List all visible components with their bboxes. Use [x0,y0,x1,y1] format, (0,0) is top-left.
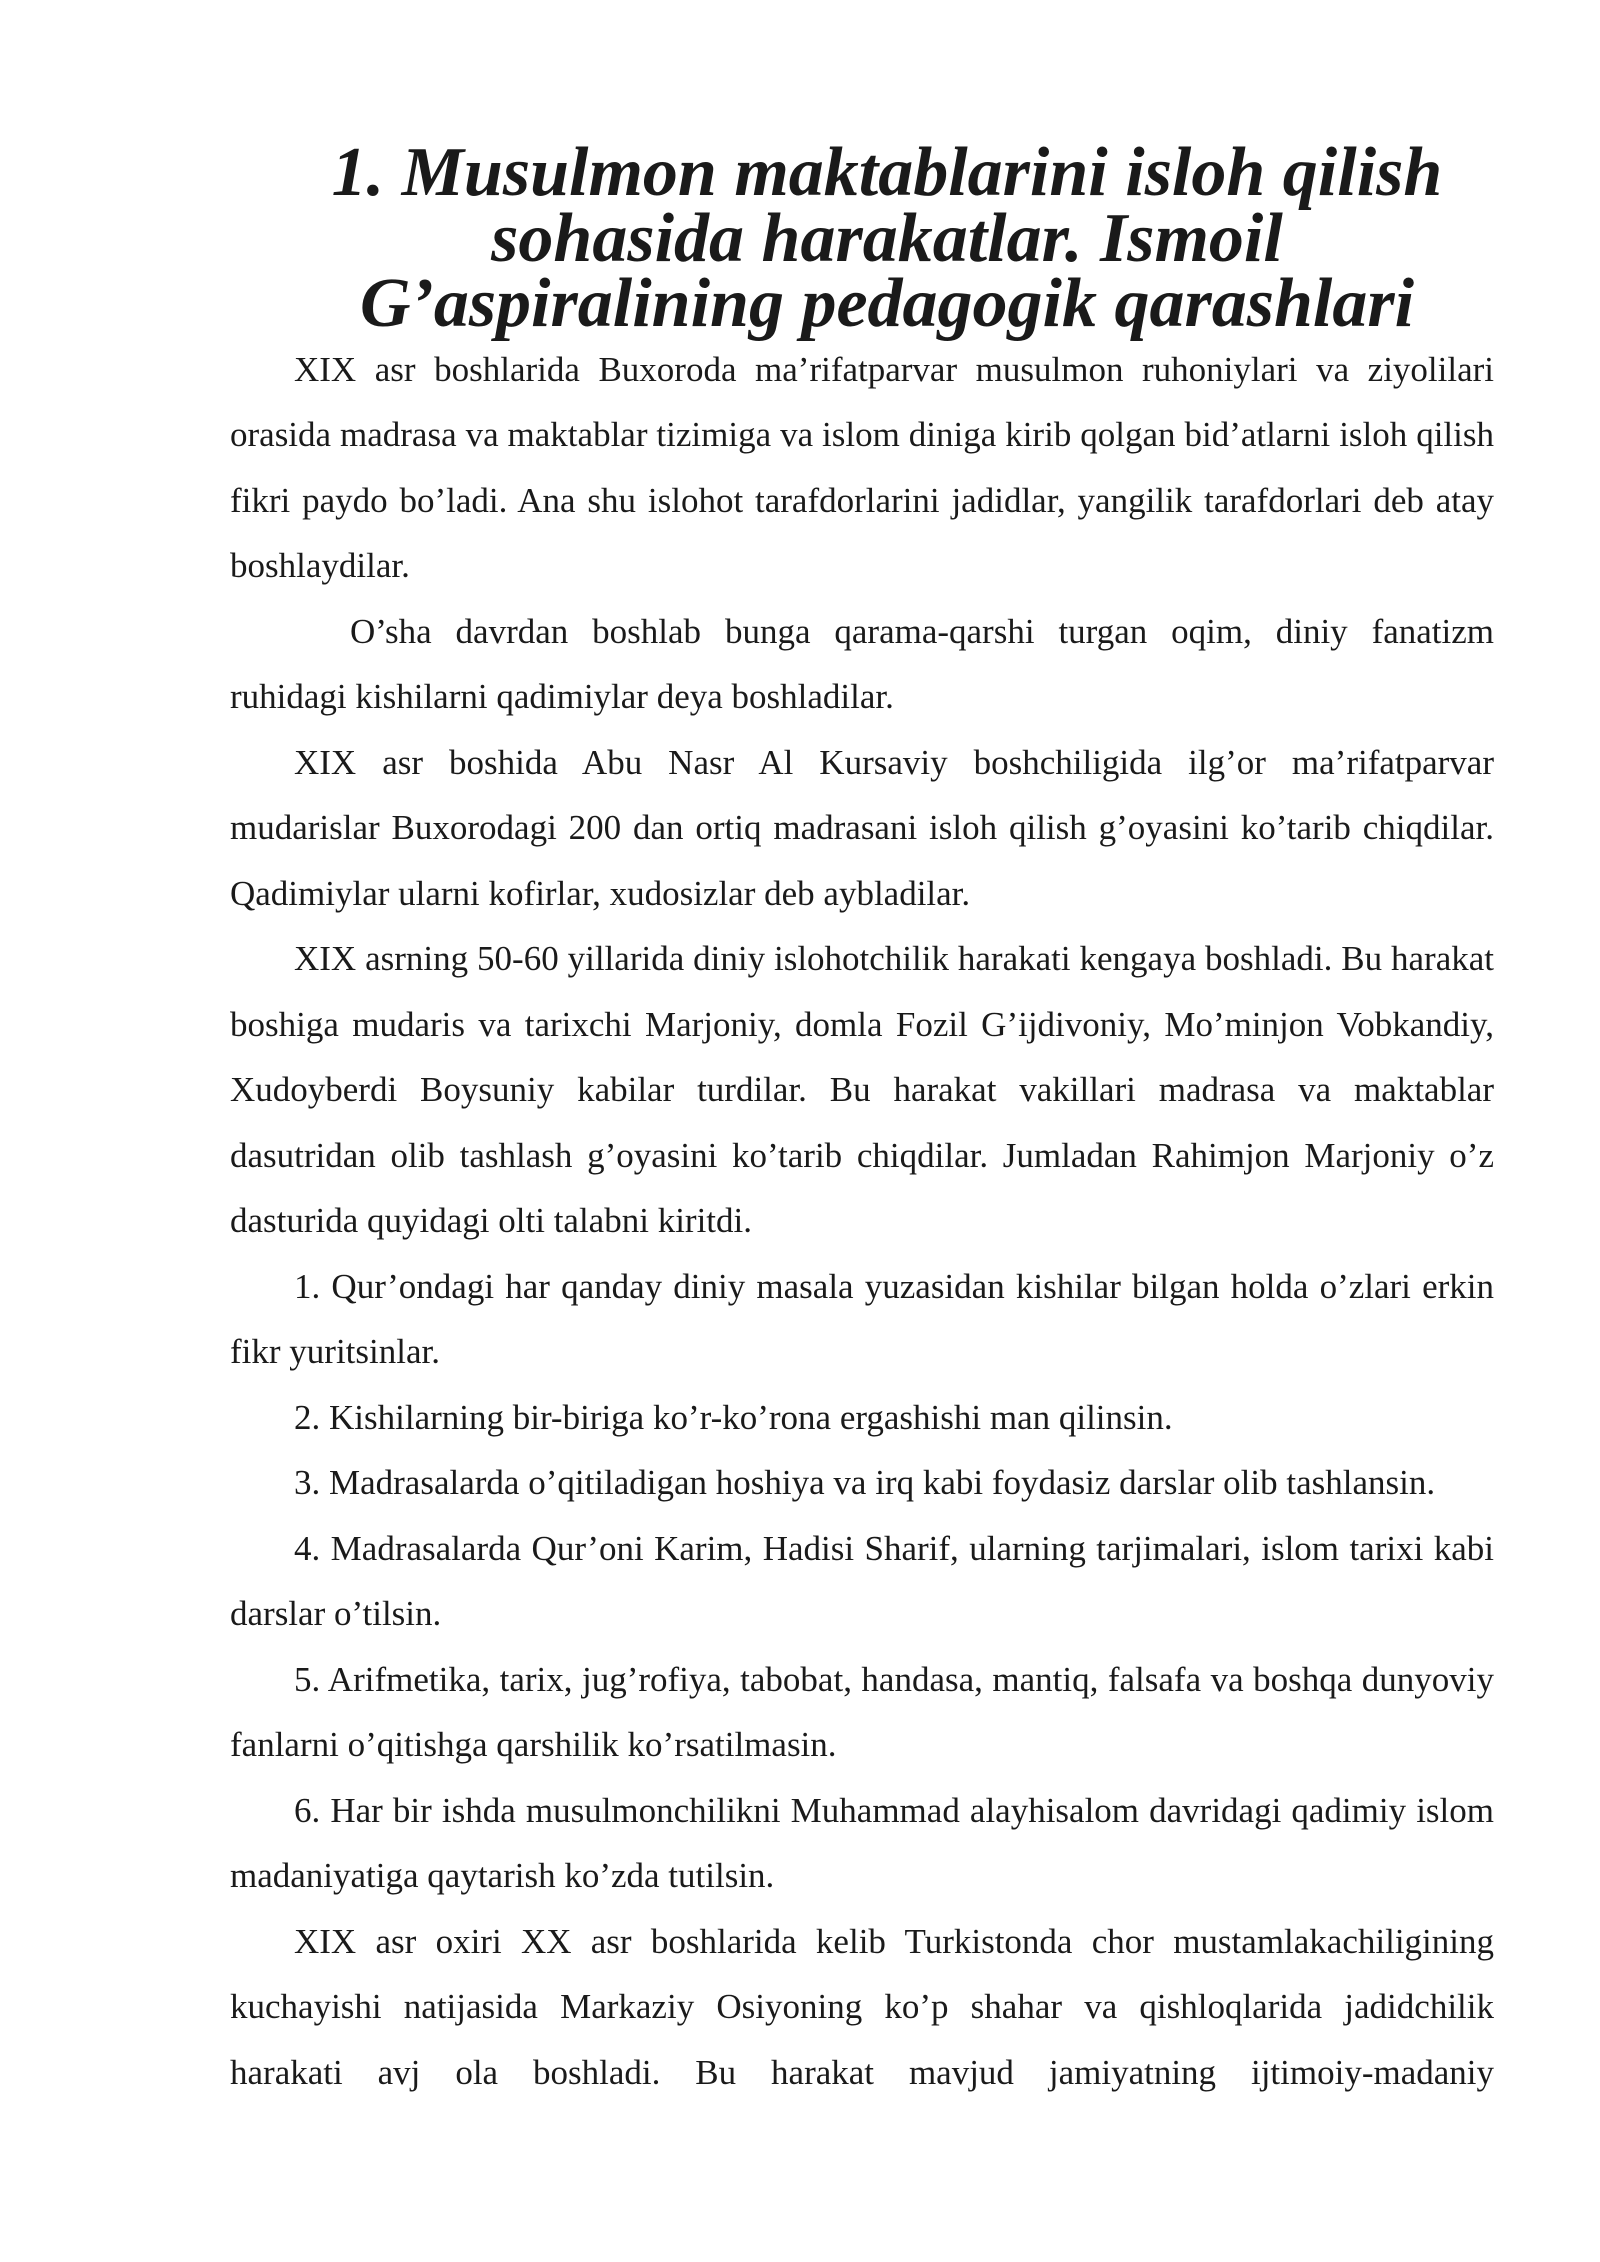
heading-line-1: 1. Musulmon maktablarini isloh qilish sohasida harakatlar. Ismoil [331,134,1443,277]
paragraph-intro: XIX asr boshlarida Buxoroda ma’rifatparvar musulmon ruhoniylari va ziyolilari orasida madrasa va maktablar tizimiga va islom diniga kirib qolgan bid’atlarni isloh qilish fikri paydo bo’ladi. Ana shu islohot tarafdorlarini jadidlar, yangilik tarafdorlari deb atay boshlaydilar. [230,349,1494,585]
heading-line-2: G’aspiralining pedagogik qarashlari [359,265,1415,342]
list-item-2: 2. Kishilarning bir-biriga ko’r-ko’rona ergashishi man qilinsin. [294,1397,1173,1437]
paragraph-reform-movement: XIX asrning 50-60 yillarida diniy islohotchilik harakati kengaya boshladi. Bu harakat boshiga mudaris va tarixchi Marjoniy, domla Fozil G’ijdivoniy, Mo’minjon Vobkandiy, Xudoyberdi Boysuniy kabilar turdilar. Bu harakat vakillari madrasa va maktablar dasutridan olib tashlash g’oyasini ko’tarib chiqdilar. Jumladan Rahimjon Marjoniy o’z dasturida quyidagi olti talabni kiritdi. [230,939,1494,1240]
document-page [230,134,1494,2105]
section-heading [230,134,1494,342]
paragraph-jadidchilik: XIX asr oxiri XX asr boshlarida kelib Turkistonda chor mustamlakachiligining kuchayishi natijasida Markaziy Osiyoning ko’p shahar va qishloqlarida jadidchilik harakati avj ola boshladi. Bu harakat mavjud jamiyatning ijtimoiy-madaniy [230,1921,1494,2092]
list-item-1: 1. Qur’ondagi har qanday diniy masala yuzasidan kishilar bilgan holda o’zlari erkin fikr yuritsinlar. [230,1266,1494,1371]
paragraph-kursaviy: XIX asr boshida Abu Nasr Al Kursaviy boshchiligida ilg’or ma’rifatparvar mudarislar Buxorodagi 200 dan ortiq madrasani isloh qilish g’oyasini ko’tarib chiqdilar. Qadimiylar ularni kofirlar, xudosizlar deb aybladilar. [230,742,1494,913]
list-item-3: 3. Madrasalarda o’qitiladigan hoshiya va irq kabi foydasiz darslar olib tashlansin. [294,1463,1436,1502]
list-item-4: 4. Madrasalarda Qur’oni Karim, Hadisi Sharif, ularning tarjimalari, islom tarixi kabi darslar o’tilsin. [230,1528,1494,1633]
list-item-6: 6. Har bir ishda musulmonchilikni Muhammad alayhisalom davridagi qadimiy islom madaniyatiga qaytarish ko’zda tutilsin. [230,1790,1494,1895]
paragraph-qadimiylar: O’sha davrdan boshlab bunga qarama-qarshi turgan oqim, diniy fanatizm ruhidagi kishilarni qadimiylar deya boshladilar. [230,611,1494,716]
list-item-5: 5. Arifmetika, tarix, jug’rofiya, tabobat, handasa, mantiq, falsafa va boshqa dunyoviy fanlarni o’qitishga qarshilik ko’rsatilmasin. [230,1659,1494,1764]
